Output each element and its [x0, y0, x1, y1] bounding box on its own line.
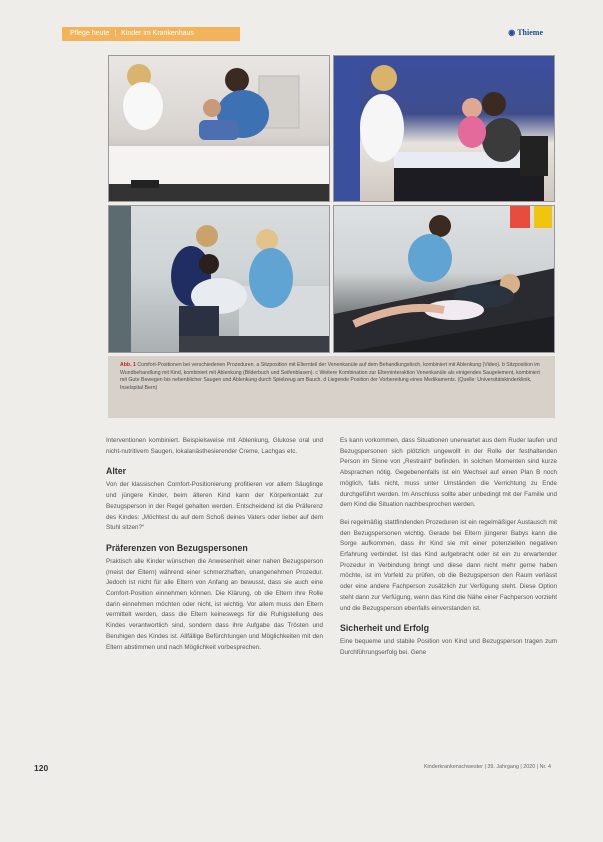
publisher-logo — [508, 28, 543, 37]
section-label-right: Kinder im Krankenhaus — [121, 30, 194, 37]
heading-praeferenzen: Präferenzen von Bezugspersonen — [106, 542, 248, 553]
figure-number: Abb. 1 — [120, 362, 136, 368]
paragraph-austausch: Bei regelmäßig stattfindenden Prozeduren ist ein regelmäßiger Austausch mit den Bezugspersonen wichtig. Gerade bei Eltern jüngerer Babys kann die Sorge aufkommen, dass ihr Kind sie mit einer potenziellen negativen Erfahrung verbindet. Ist das Kind aufgebracht oder ist ein zu erwartender Prozedur in Verbindung bringt und diese dann nicht mehr gerne haben möchte, ist im Vorfeld zu prüfen, ob die Bezugsperson den Raum verlässt oder eine andere Fachperson zusätzlich zur Verfügung steht. Diese Option steht dann zur Verfügung, wenn das Kind die Nähe einer Fachperson vorzieht und die Bezugsperson ebenfalls einverstanden ist. — [340, 518, 557, 612]
section-separator: | — [114, 30, 117, 37]
right-column — [340, 436, 557, 659]
journal-footer: Kinderkrankenschwester | 39. Jahrgang | 2020 | Nr. 4 — [423, 764, 551, 770]
left-column — [106, 436, 323, 653]
photo-a-illustration — [109, 56, 330, 202]
figure-photo-d — [333, 205, 555, 353]
photo-d-illustration — [334, 206, 555, 353]
heading-sicherheit: Sicherheit und Erfolg — [340, 623, 429, 634]
figure-photo-b — [333, 55, 555, 202]
thieme-logo-icon: ◉ — [508, 28, 516, 37]
figure-photo-c — [108, 205, 330, 353]
photo-c-illustration — [109, 206, 330, 353]
page-number: 120 — [34, 763, 49, 773]
photo-b-illustration — [334, 56, 555, 202]
figure-caption-text: Comfort-Positionen bei verschiedenen Prozeduren. a Sitzposition mit Elternteil der Venenkanüle auf dem Behandlungstisch, kombiniert mit Ablenkung (Video). b Sitzposition im Wundbehandlung mit Kind, kombiniert mit Ablenkung (Bilderbuch und Seifenblasen). c Weitere Kombination zur Elterninteraktion Venenkanüle als einigendes Saugelement, kombiniert mit Gute Bewegen bis nebenblicher Saugen und Ablenkung durch Spielzeug am Bauch. d Liegende Position der Vorbereitung eines Medikaments. (Quelle: Universitätskinderklinik, Inselspital Bern) — [120, 362, 540, 391]
section-label-left: Pflege heute — [70, 30, 110, 37]
paragraph-alter: Von der klassischen Comfort-Positionierung profitieren vor allem Säuglinge und jüngere Kinder, beim älteren Kind kann der Körperkontakt zur Bezugsperson in der Regel gehalten werden. Entscheidend ist die Präferenz des Kindes: „Möchtest du auf dem Schoß deines Vaters oder lieber auf dem Stuhl sitzen?“ — [106, 481, 323, 532]
paragraph-gap — [340, 511, 557, 518]
paragraph-intro: Interventionen kombiniert. Beispielsweise mit Ablenkung, Glukose oral und nicht-nutritivem Saugen, lokalanästhesierender Creme, Lachgas etc. — [106, 437, 323, 455]
paragraph-restraint: Es kann vorkommen, dass Situationen unerwartet aus dem Ruder laufen und Bezugspersonen sich plötzlich ungewollt in der Rolle der festhaltenden Person im Sinne von „Restraint“ befinden. In solchen Momenten sind kurze Absprachen nötig. Gegebenenfalls ist ein Wechsel auf einen Plan B noch möglich, falls nicht, muss unter Umständen die Verrichtung zu Ende durchgeführt werden. Im Anschluss sollte aber unbedingt mit der Familie und dem Kind die Situation nachbesprochen werden. — [340, 437, 557, 509]
heading-alter: Alter — [106, 466, 127, 477]
paragraph-praeferenzen: Praktisch alle Kinder wünschen die Anwesenheit einer nahen Bezugsperson (meist der Eltern) während einer schmerzhaften, unangenehmen Prozedur. Jedoch ist nicht für alle Eltern von Anfang an bewusst, dass sie auch eine Comfort-Position einnehmen können. Die Klärung, ob die Eltern ihre Rolle darin einnehmen möchten oder nicht, ist wichtig. Vor allem muss den Eltern vermittelt werden, dass die Eltern keineswegs für die Ruhigstellung des Kindes verantwortlich sind, sondern dass ihre Aufgabe das Trösten und Beruhigen des Kindes ist. Allfällige Befürchtungen und Möglichkeiten mit den Eltern abstimmen und nach Möglichkeit vorbesprechen. — [106, 557, 323, 651]
figure-caption — [108, 356, 555, 418]
paragraph-sicherheit: Eine bequeme und stabile Position von Kind und Bezugsperson tragen zum Durchführungserfolg bei. Gene — [340, 638, 557, 656]
publisher-name: Thieme — [517, 28, 543, 37]
figure-photo-a — [108, 55, 330, 202]
section-header-tag — [62, 27, 240, 41]
